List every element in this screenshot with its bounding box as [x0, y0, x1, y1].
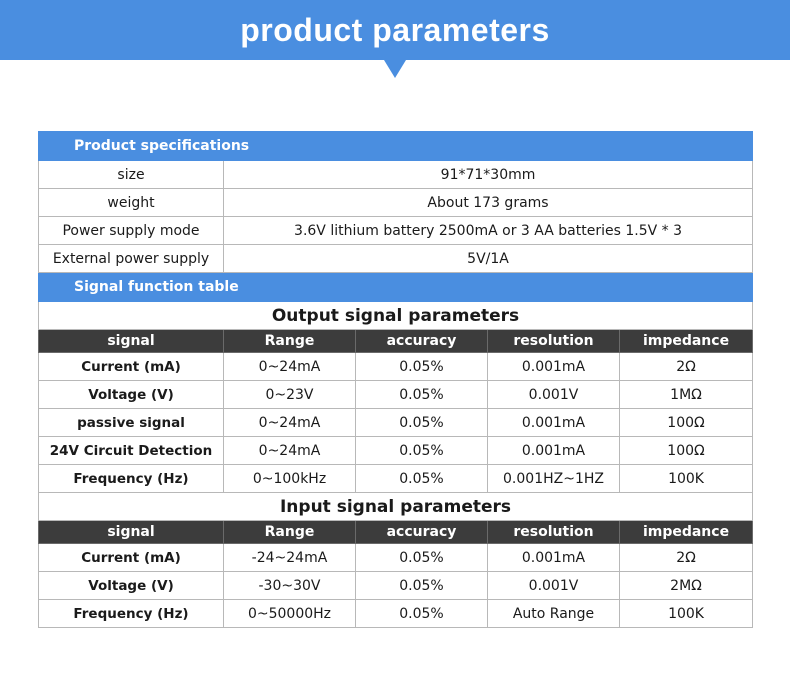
spec-row	[39, 245, 753, 273]
accuracy-cell: 0.05%	[356, 437, 488, 465]
output-header-row	[39, 330, 753, 353]
table-row	[39, 600, 753, 628]
column-header: impedance	[620, 330, 753, 353]
signal-cell: Voltage (V)	[39, 381, 224, 409]
column-header: impedance	[620, 521, 753, 544]
banner-arrow-icon	[384, 60, 406, 78]
table-row	[39, 437, 753, 465]
table-row	[39, 409, 753, 437]
spec-label: size	[39, 161, 224, 189]
column-header: resolution	[488, 330, 620, 353]
signal-cell: passive signal	[39, 409, 224, 437]
resolution-cell: Auto Range	[488, 600, 620, 628]
signal-table-heading: Signal function table	[39, 273, 753, 302]
range-cell: 0~23V	[224, 381, 356, 409]
header-banner	[0, 0, 790, 60]
impedance-cell: 100K	[620, 600, 753, 628]
table-row	[39, 381, 753, 409]
resolution-cell: 0.001mA	[488, 437, 620, 465]
range-cell: 0~100kHz	[224, 465, 356, 493]
table-row	[39, 353, 753, 381]
signal-cell: Current (mA)	[39, 353, 224, 381]
spec-label: weight	[39, 189, 224, 217]
resolution-cell: 0.001mA	[488, 353, 620, 381]
signal-cell: Frequency (Hz)	[39, 465, 224, 493]
accuracy-cell: 0.05%	[356, 409, 488, 437]
resolution-cell: 0.001mA	[488, 409, 620, 437]
spec-row	[39, 217, 753, 245]
impedance-cell: 2MΩ	[620, 572, 753, 600]
product-specs-heading: Product specifications	[39, 132, 753, 161]
spec-label: External power supply	[39, 245, 224, 273]
table-row	[39, 572, 753, 600]
impedance-cell: 1MΩ	[620, 381, 753, 409]
column-header: signal	[39, 330, 224, 353]
table-row	[39, 465, 753, 493]
spec-row	[39, 161, 753, 189]
range-cell: 0~24mA	[224, 437, 356, 465]
resolution-cell: 0.001HZ~1HZ	[488, 465, 620, 493]
signal-cell: Voltage (V)	[39, 572, 224, 600]
table-row	[39, 544, 753, 572]
range-cell: 0~24mA	[224, 409, 356, 437]
range-cell: -30~30V	[224, 572, 356, 600]
impedance-cell: 100Ω	[620, 409, 753, 437]
signal-cell: 24V Circuit Detection	[39, 437, 224, 465]
spec-label: Power supply mode	[39, 217, 224, 245]
output-title-row	[39, 302, 753, 330]
resolution-cell: 0.001V	[488, 572, 620, 600]
input-title: Input signal parameters	[39, 493, 753, 521]
accuracy-cell: 0.05%	[356, 544, 488, 572]
resolution-cell: 0.001mA	[488, 544, 620, 572]
spec-row	[39, 189, 753, 217]
range-cell: 0~24mA	[224, 353, 356, 381]
signal-cell: Frequency (Hz)	[39, 600, 224, 628]
column-header: accuracy	[356, 521, 488, 544]
accuracy-cell: 0.05%	[356, 381, 488, 409]
impedance-cell: 2Ω	[620, 353, 753, 381]
resolution-cell: 0.001V	[488, 381, 620, 409]
column-header: Range	[224, 330, 356, 353]
page-title: product parameters	[240, 11, 550, 48]
spec-value: 3.6V lithium battery 2500mA or 3 AA batteries 1.5V * 3	[224, 217, 753, 245]
output-title: Output signal parameters	[39, 302, 753, 330]
accuracy-cell: 0.05%	[356, 600, 488, 628]
signal-table-heading-row	[39, 273, 753, 302]
column-header: Range	[224, 521, 356, 544]
column-header: signal	[39, 521, 224, 544]
product-specs-heading-row	[39, 132, 753, 161]
impedance-cell: 100Ω	[620, 437, 753, 465]
impedance-cell: 2Ω	[620, 544, 753, 572]
signal-cell: Current (mA)	[39, 544, 224, 572]
input-title-row	[39, 493, 753, 521]
column-header: resolution	[488, 521, 620, 544]
accuracy-cell: 0.05%	[356, 465, 488, 493]
impedance-cell: 100K	[620, 465, 753, 493]
spec-table	[38, 131, 753, 628]
spec-value: 5V/1A	[224, 245, 753, 273]
accuracy-cell: 0.05%	[356, 572, 488, 600]
spec-value: 91*71*30mm	[224, 161, 753, 189]
range-cell: -24~24mA	[224, 544, 356, 572]
accuracy-cell: 0.05%	[356, 353, 488, 381]
range-cell: 0~50000Hz	[224, 600, 356, 628]
spec-value: About 173 grams	[224, 189, 753, 217]
column-header: accuracy	[356, 330, 488, 353]
input-header-row	[39, 521, 753, 544]
